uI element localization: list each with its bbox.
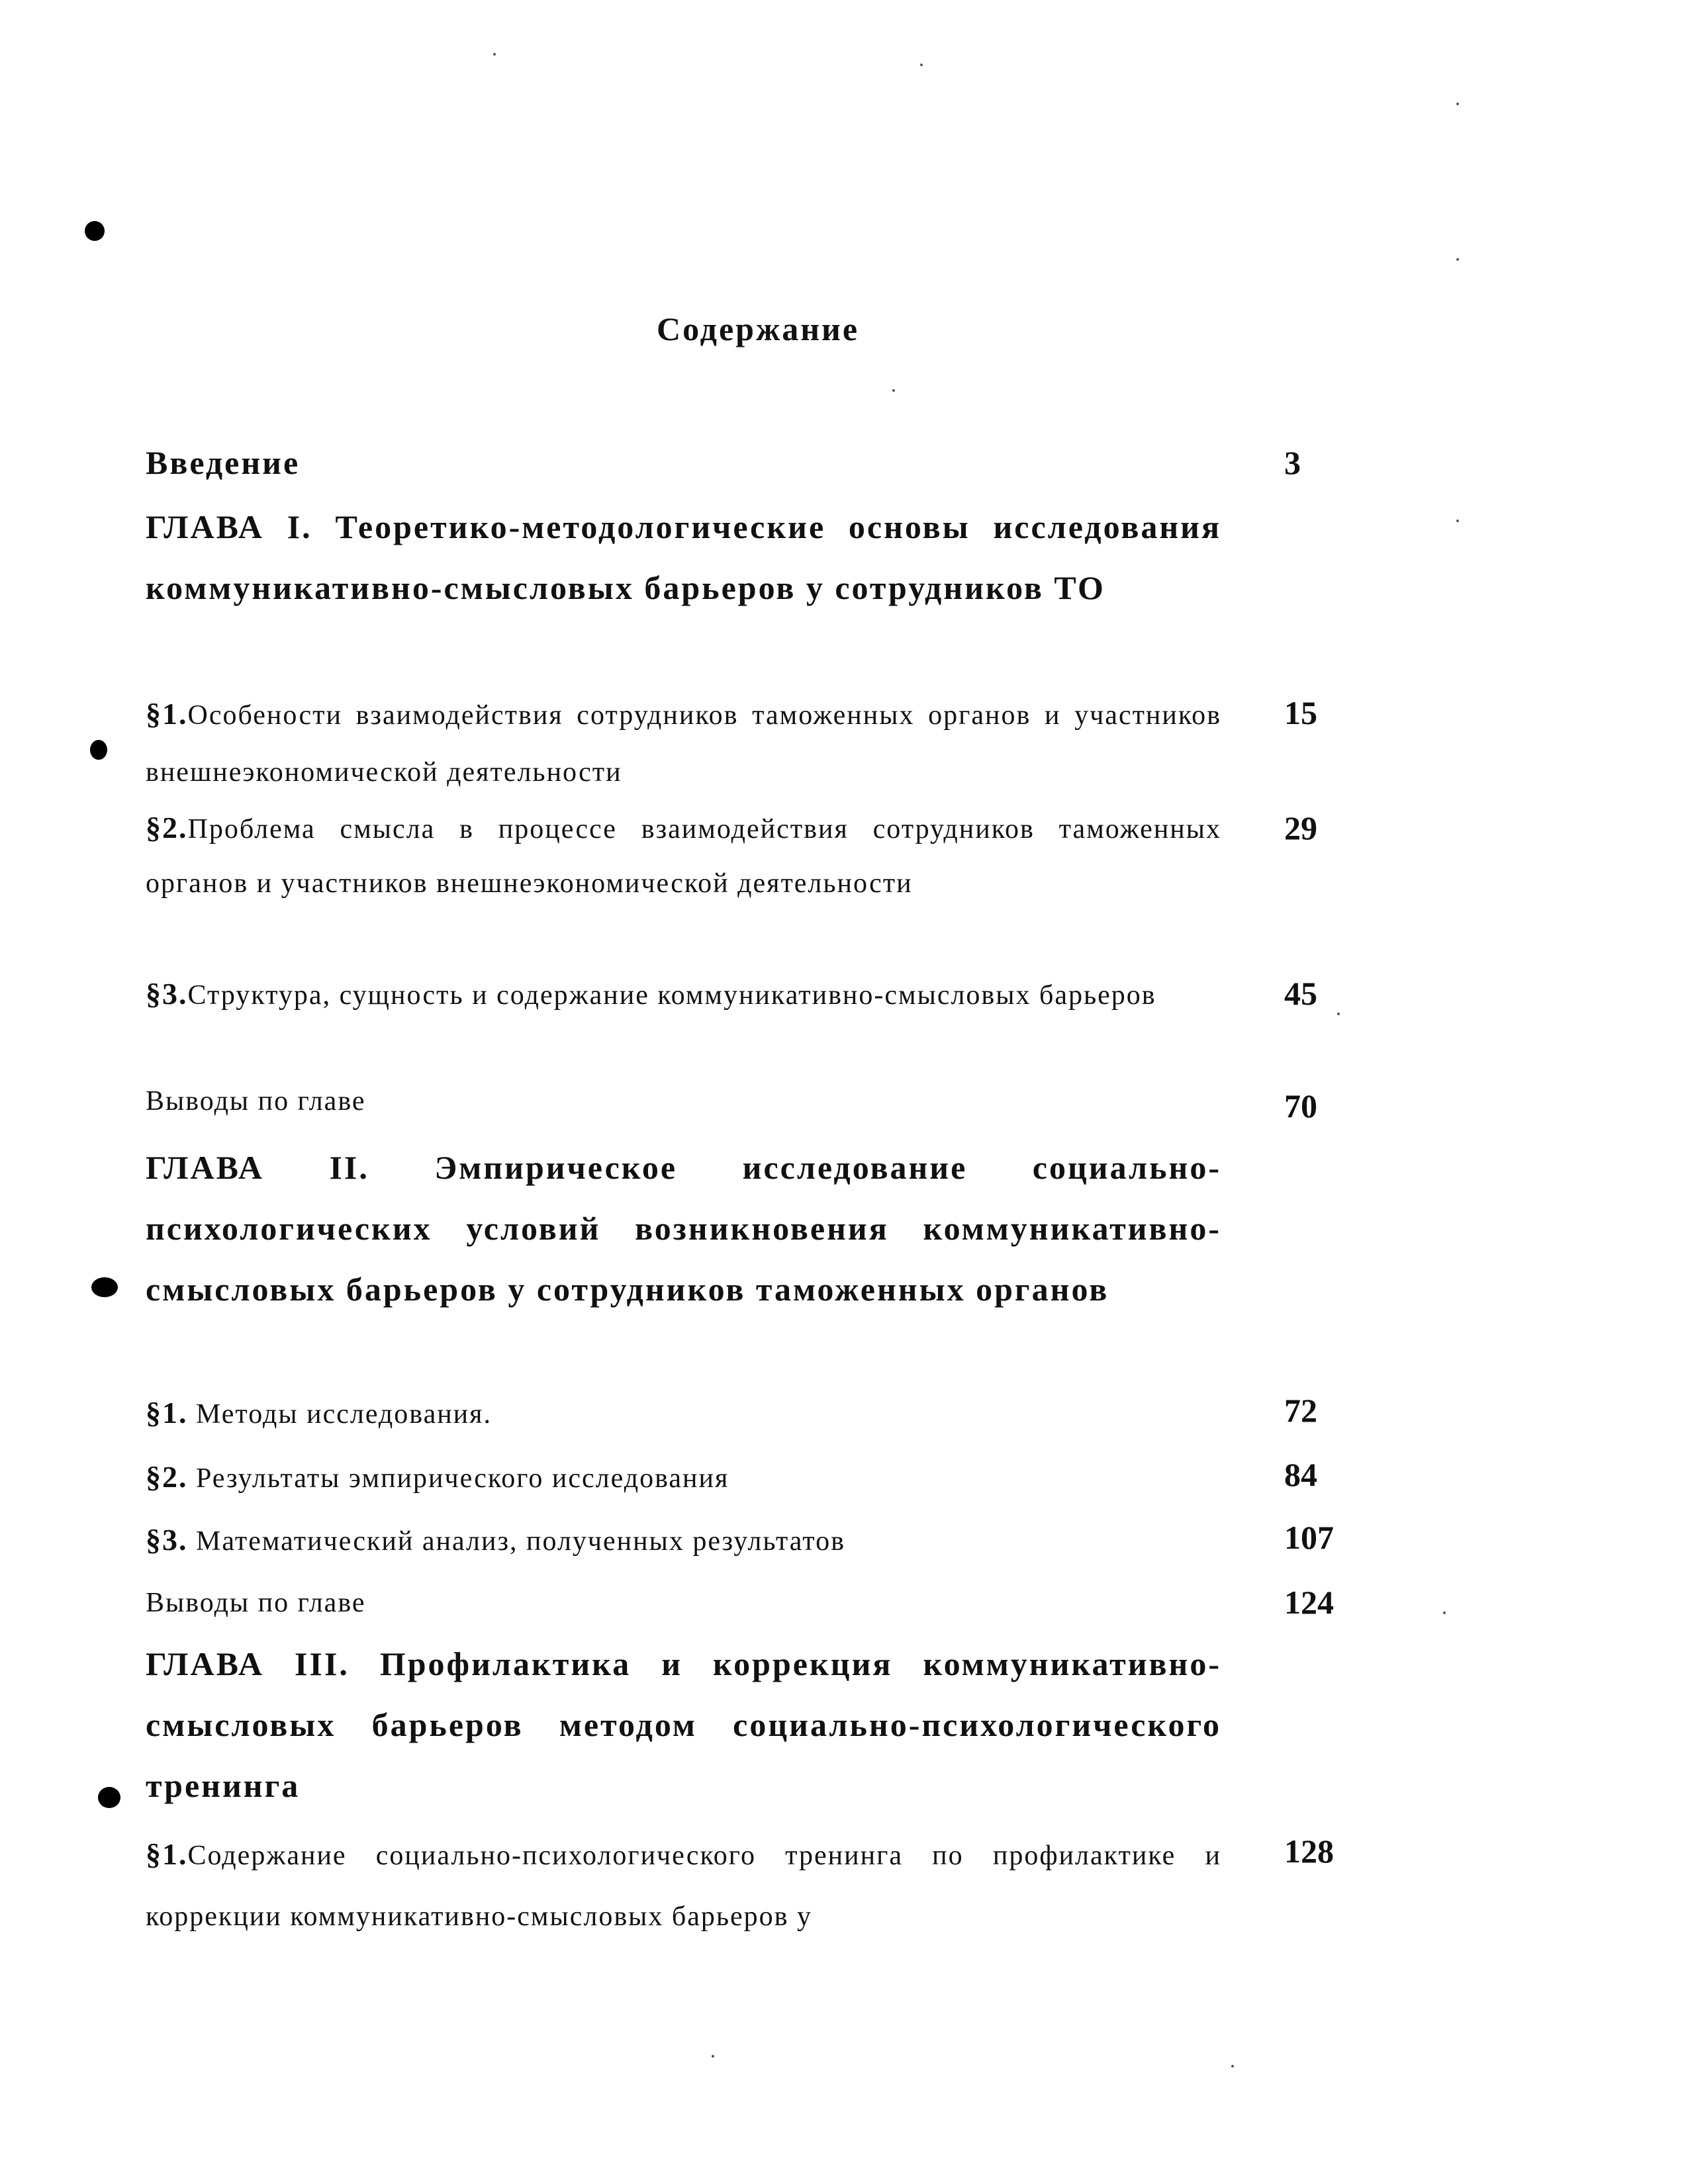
ch1-s3-page-number: 45 bbox=[1284, 975, 1317, 1012]
ch1-s2-title: Проблема смысла в процессе взаимодействия сотрудников таможенных органов и участников внешнеэкономической деятельности bbox=[146, 814, 1221, 899]
ch1-conclusions-label: Выводы по главе bbox=[146, 1086, 366, 1116]
section-symbol: §3. bbox=[146, 977, 188, 1011]
chapter-1-heading-text: ГЛАВА I. Теоретико-методологические основы исследования коммуникативно-смысловых барьеров у сотрудников ТО bbox=[146, 508, 1221, 606]
section-symbol: §1. bbox=[146, 1837, 188, 1871]
scan-speck bbox=[1231, 2065, 1234, 2068]
ch2-conclusions-page-number: 124 bbox=[1284, 1584, 1334, 1621]
ch2-s2-page-number: 84 bbox=[1284, 1456, 1317, 1493]
chapter-2-heading-text: ГЛАВА II. Эмпирическое исследование социально-психологических условий возникновения коммуникативно-смысловых барьеров у сотрудников таможенных органов bbox=[146, 1149, 1221, 1308]
ch1-s2-page-number: 29 bbox=[1284, 809, 1317, 846]
scan-speck bbox=[1456, 520, 1459, 522]
ch3-s1-text-block bbox=[146, 1824, 1221, 1947]
scan-speck bbox=[1443, 1612, 1446, 1614]
ch1-s3-text-block bbox=[146, 966, 1221, 1023]
toc-entry-ch1-s2 bbox=[146, 801, 1221, 911]
scan-speck bbox=[920, 64, 923, 66]
toc-entry-ch2-conclusions bbox=[146, 1587, 1205, 1619]
scan-speck bbox=[1456, 103, 1459, 105]
scan-speck bbox=[892, 389, 895, 392]
section-symbol: §1. bbox=[146, 1396, 188, 1430]
ch2-s1-page-number: 72 bbox=[1284, 1392, 1317, 1429]
ch1-s1-title: Особености взаимодействия сотрудников таможенных органов и участников внешнеэкономической деятельности bbox=[146, 700, 1221, 788]
hole-punch-blot bbox=[90, 740, 107, 760]
ch2-s3-page-number: 107 bbox=[1284, 1519, 1334, 1556]
section-symbol: §1. bbox=[146, 697, 188, 731]
chapter-2-heading bbox=[146, 1137, 1221, 1320]
toc-entry-ch2-s1 bbox=[146, 1395, 1205, 1430]
ch1-s1-text-block bbox=[146, 686, 1221, 801]
intro-page-number: 3 bbox=[1284, 444, 1301, 481]
toc-title: Содержание bbox=[656, 310, 860, 347]
ch2-s2-title: Результаты эмпирического исследования bbox=[187, 1463, 729, 1494]
intro-label: Введение bbox=[146, 444, 301, 481]
ch1-conclusions-page-number: 70 bbox=[1284, 1087, 1317, 1124]
scan-speck bbox=[493, 53, 496, 56]
section-symbol: §2. bbox=[146, 811, 188, 844]
section-symbol: §2. bbox=[146, 1460, 188, 1494]
chapter-3-heading bbox=[146, 1633, 1221, 1816]
ch2-s1-title: Методы исследования. bbox=[187, 1399, 492, 1430]
toc-entry-ch1-s1 bbox=[146, 686, 1221, 801]
chapter-1-heading bbox=[146, 496, 1221, 618]
section-symbol: §3. bbox=[146, 1523, 188, 1557]
chapter-3-heading-text: ГЛАВА III. Профилактика и коррекция коммуникативно-смысловых барьеров методом социально-психологического тренинга bbox=[146, 1645, 1221, 1804]
toc-entry-ch1-conclusions bbox=[146, 1085, 1205, 1117]
scan-speck bbox=[1456, 258, 1459, 261]
ch2-conclusions-label: Выводы по главе bbox=[146, 1588, 366, 1618]
ch1-s3-title: Структура, сущность и содержание коммуникативно-смысловых барьеров bbox=[187, 980, 1156, 1011]
ch1-s2-text-block bbox=[146, 801, 1221, 911]
ch2-s3-title: Математический анализ, полученных результатов bbox=[187, 1526, 845, 1557]
hole-punch-blot bbox=[98, 1787, 120, 1808]
ch3-s1-title: Содержание социально-психологического тренинга по профилактике и коррекции коммуникативно-смысловых барьеров у bbox=[146, 1841, 1221, 1932]
hole-punch-blot bbox=[91, 1277, 118, 1297]
ch1-s1-page-number: 15 bbox=[1284, 694, 1317, 731]
ch3-s1-page-number: 128 bbox=[1284, 1833, 1334, 1870]
hole-punch-blot bbox=[85, 221, 105, 241]
toc-entry-ch2-s2 bbox=[146, 1459, 1205, 1494]
toc-entry-ch3-s1 bbox=[146, 1824, 1221, 1947]
toc-entry-ch1-s3 bbox=[146, 966, 1205, 1023]
toc-entry-intro bbox=[146, 443, 1205, 482]
scan-speck bbox=[1337, 1013, 1340, 1015]
scan-speck bbox=[712, 2055, 714, 2058]
toc-entry-ch2-s3 bbox=[146, 1522, 1205, 1557]
